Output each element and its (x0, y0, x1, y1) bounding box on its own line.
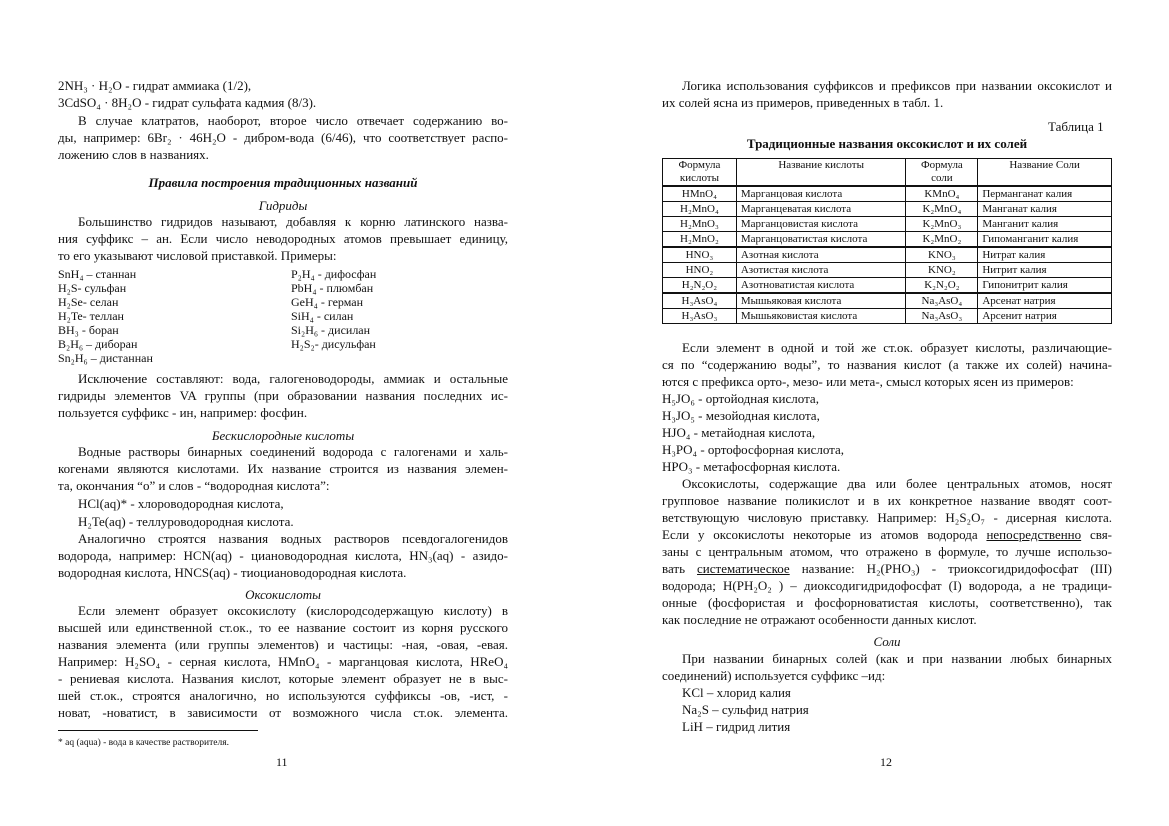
footnote: * aq (aqua) - вода в качестве растворителя. (58, 738, 229, 748)
paragraph-text: Оксокислоты, содержащие два или более центральных атомов, носят (682, 476, 1112, 491)
salt-formula: KNO₂ (906, 263, 978, 278)
paragraph-text: Если элемент в одной и той же ст.ок. образует кислоты, различающие- (682, 340, 1112, 355)
acid-example: H₅JO₆ - ортойодная кислота, (662, 391, 819, 406)
acid-formula: H₂N₂O₂ (663, 278, 737, 294)
acid-example: H₃JO₅ - мезойодная кислота, (662, 408, 820, 423)
page-number: 12 (880, 755, 892, 769)
hydride-example: SnH₄ – станнан (58, 267, 137, 281)
salt-formula: KMnO₄ (906, 186, 978, 202)
hydride-example: SiH₄ - силан (291, 309, 354, 323)
paragraph-text: Аналогично строятся названия водных растворов псевдогалогенидов (78, 531, 508, 546)
acid-example: H₃PO₄ - ортофосфорная кислота, (662, 442, 845, 457)
paragraph-text: При названии бинарных солей (как и при названии любых бинарных (682, 651, 1112, 666)
paragraph-text: шей ст.ок., строятся аналогично, но используются суффиксы -ов, -ист, - (58, 688, 508, 703)
hydride-example: PbH₄ - плюмбан (291, 281, 374, 295)
salt-formula: Na₃AsO₃ (906, 309, 978, 324)
table-header: Формула кислоты (663, 159, 737, 187)
table-header: Название кислоты (736, 159, 906, 187)
salt-formula: K₂MnO₃ (906, 217, 978, 232)
hydride-example: GeH₄ - герман (291, 295, 364, 309)
paragraph-text: онные (фосфористая и фосфорноватистая кислоты, соответственно), так (662, 595, 1112, 610)
acid-example: H₂Te(aq) - теллуроводородная кислота. (78, 514, 294, 529)
salt-name: Гипонитрит калия (978, 278, 1112, 294)
acid-name: Азотная кислота (736, 247, 906, 263)
salt-example: LiH – гидрид лития (682, 719, 791, 734)
paragraph-text: Например: H₂SO₄ - серная кислота, HMnO₄ - марганцовая кислота, HReO₄ (58, 654, 508, 669)
text-span: название: H₂(PHO₃) - триоксогидридофосфат (III) (789, 561, 1112, 576)
paragraph-text: как последние не отражают особенности данных кислот. (662, 612, 977, 627)
paragraph-text: водорода, например: HCN(aq) - циановодородная кислота, HN₃(aq) - азидо- (58, 548, 508, 563)
table-row (663, 263, 1112, 278)
clathrate-text: ды, например: 6Br₂ · 46H₂O - дибром-вода (6/46), что соответствует распо- (58, 130, 508, 145)
acid-name: Марганцовая кислота (736, 186, 906, 202)
paragraph-text: ся по “содержанию воды”, то названия кислот (а также их солей) начина- (662, 357, 1112, 372)
paragraph-text: ветствующую числовую приставку. Например: H₂S₂O₇ - дисерная кислота. (662, 510, 1112, 525)
paragraph-text: Большинство гидридов называют, добавляя к корню латинского назва- (78, 214, 508, 229)
paragraph-text: - рениевая кислота. Названия кислот, которые элемент образует не в выс- (58, 671, 508, 686)
paragraph-text: ния суффикс – ан. Если число неводородных атомов превышает единицу, (58, 231, 508, 246)
table-row (663, 247, 1112, 263)
section-heading: Правила построения традиционных названий (148, 175, 418, 190)
salt-name: Нитрит калия (978, 263, 1112, 278)
acid-name: Марганцеватая кислота (736, 202, 906, 217)
salt-name: Манганат калия (978, 202, 1112, 217)
table-title: Традиционные названия оксокислот и их солей (746, 136, 1028, 151)
subheading-salts: Соли (873, 634, 901, 649)
acid-formula: H₂MnO₄ (663, 202, 737, 217)
hydride-example: H₂Se- селан (58, 295, 119, 309)
paragraph-text: групповое название поликислот и в их конкретное название вводят соот- (662, 493, 1112, 508)
paragraph-text: заны с центральным атомом, что отражено в формуле, то лучше использо- (662, 544, 1112, 559)
table-row (663, 309, 1112, 324)
paragraph-text: ются с префикса орто-, мезо- или мета-, смысл которых ясен из примеров: (662, 374, 1074, 389)
acid-example: HPO₃ - метафосфорная кислота. (662, 459, 841, 474)
paragraph-text: соединений) используется суффикс –ид: (662, 668, 886, 683)
salt-example: KCl – хлорид калия (682, 685, 791, 700)
table-row (663, 293, 1112, 309)
acid-example: HCl(aq)* - хлороводородная кислота, (78, 496, 284, 511)
table-row (663, 202, 1112, 217)
salt-formula: K₂N₂O₂ (906, 278, 978, 294)
subheading-oxoacids: Оксокислоты (245, 587, 321, 602)
salt-name: Арсенит натрия (978, 309, 1112, 324)
acid-name: Азотистая кислота (736, 263, 906, 278)
table-header: Формула соли (906, 159, 978, 187)
paragraph-text: пользуется суффикс - ин, например: фосфин. (58, 405, 308, 420)
salt-name: Нитрат калия (978, 247, 1112, 263)
acid-name: Мышьяковистая кислота (736, 309, 906, 324)
table-row (663, 217, 1112, 232)
paragraph-text: названия элемента (или группы элементов) и частицы: -ная, -овая, -евая. (58, 637, 508, 652)
acid-formula: H₃AsO₄ (663, 293, 737, 309)
salt-formula: KNO₃ (906, 247, 978, 263)
paragraph-text: их солей ясна из примеров, приведенных в табл. 1. (662, 95, 944, 110)
oxoacid-table (662, 158, 1112, 324)
acid-example: HJO₄ - метайодная кислота, (662, 425, 816, 440)
salt-name: Манганит калия (978, 217, 1112, 232)
table-row (663, 278, 1112, 294)
hydride-example: H₂S₂- дисульфан (291, 337, 376, 351)
text-span: вать (662, 561, 698, 576)
salt-formula: K₂MnO₄ (906, 202, 978, 217)
subheading-oxygen-free-acids: Бескислородные кислоты (211, 428, 355, 443)
table-row (663, 186, 1112, 202)
table-header: Название Соли (978, 159, 1112, 187)
subheading-hydrides: Гидриды (258, 198, 308, 213)
acid-name: Марганцоватистая кислота (736, 232, 906, 248)
paragraph-text: Исключение составляют: вода, галогеноводороды, аммиак и остальные (78, 371, 508, 386)
text-span: свя- (1081, 527, 1112, 542)
paragraph-text: гидриды элементов VA группы (при образовании названия последних ис- (58, 388, 508, 403)
hydride-example: Si₂H₆ - дисилан (291, 323, 371, 337)
hydride-example: B₂H₆ – диборан (58, 337, 138, 351)
underlined-term: систематическое (697, 561, 790, 576)
paragraph-text: водородная кислота, HNCS(aq) - тиоциановодородная кислота. (58, 565, 407, 580)
acid-name: Марганцовистая кислота (736, 217, 906, 232)
paragraph-text: водорода; H(PH₂O₂ ) – диоксодигидридофосфат (I) водорода, а не традици- (662, 578, 1112, 593)
salt-formula: Na₃AsO₄ (906, 293, 978, 309)
acid-formula: HNO₂ (663, 263, 737, 278)
acid-formula: H₃AsO₃ (663, 309, 737, 324)
paragraph-text: то его указывают числовой приставкой. Примеры: (58, 248, 337, 263)
text-span: Если у оксокислоты некоторые из атомов водорода (662, 527, 987, 542)
page-number: 11 (276, 755, 288, 769)
table-label: Таблица 1 (1048, 119, 1104, 134)
paragraph-text: та, окончания “о” и слов - “водородная кислота”: (58, 478, 330, 493)
salt-example: Na₂S – сульфид натрия (682, 702, 809, 717)
acid-formula: H₂MnO₂ (663, 232, 737, 248)
clathrate-text: В случае клатратов, наоборот, второе число отвечает содержанию во- (78, 113, 508, 128)
underlined-term: непосредственно (986, 527, 1082, 542)
hydrate-ammonia-line: 2NH₃ · H₂O - гидрат аммиака (1/2), (58, 78, 252, 93)
hydride-example: P₂H₄ - дифосфан (291, 267, 377, 281)
acid-formula: H₂MnO₃ (663, 217, 737, 232)
paragraph-text: Логика использования суффиксов и префиксов при названии оксокислот и (682, 78, 1112, 93)
salt-name: Гипоманганит калия (978, 232, 1112, 248)
hydride-example: Sn₂H₆ – дистаннан (58, 351, 153, 365)
paragraph-text: Водные растворы бинарных соединений водорода с галогенами и халь- (78, 444, 508, 459)
hydrate-cadmium-line: 3CdSO₄ · 8H₂O - гидрат сульфата кадмия (8/3). (58, 95, 317, 110)
salt-name: Перманганат калия (978, 186, 1112, 202)
acid-formula: HMnO₄ (663, 186, 737, 202)
table-row (663, 232, 1112, 248)
paragraph-text: новат, -новатист, в зависимости от возможного числа ст.ок. элемента. (58, 705, 508, 720)
paragraph-text: когенами являются кислотами. Их название строится из названия элемен- (58, 461, 508, 476)
footnote-divider (58, 730, 258, 731)
acid-formula: HNO₃ (663, 247, 737, 263)
hydride-example: BH₃ - боран (58, 323, 119, 337)
paragraph-text: высшей или единственной ст.ок., то ее название состоит из корня русского (58, 620, 508, 635)
acid-name: Азотноватистая кислота (736, 278, 906, 294)
paragraph-text: Если элемент образует оксокислоту (кислородсодержащую кислоту) в (78, 603, 508, 618)
clathrate-text: ложению слов в названиях. (58, 147, 209, 162)
salt-name: Арсенат натрия (978, 293, 1112, 309)
paragraph-text (662, 527, 1112, 543)
acid-name: Мышьяковая кислота (736, 293, 906, 309)
hydride-example: H₂Te- теллан (58, 309, 124, 323)
salt-formula: K₂MnO₂ (906, 232, 978, 248)
hydride-example: H₂S- сульфан (58, 281, 127, 295)
paragraph-text (662, 561, 1112, 577)
